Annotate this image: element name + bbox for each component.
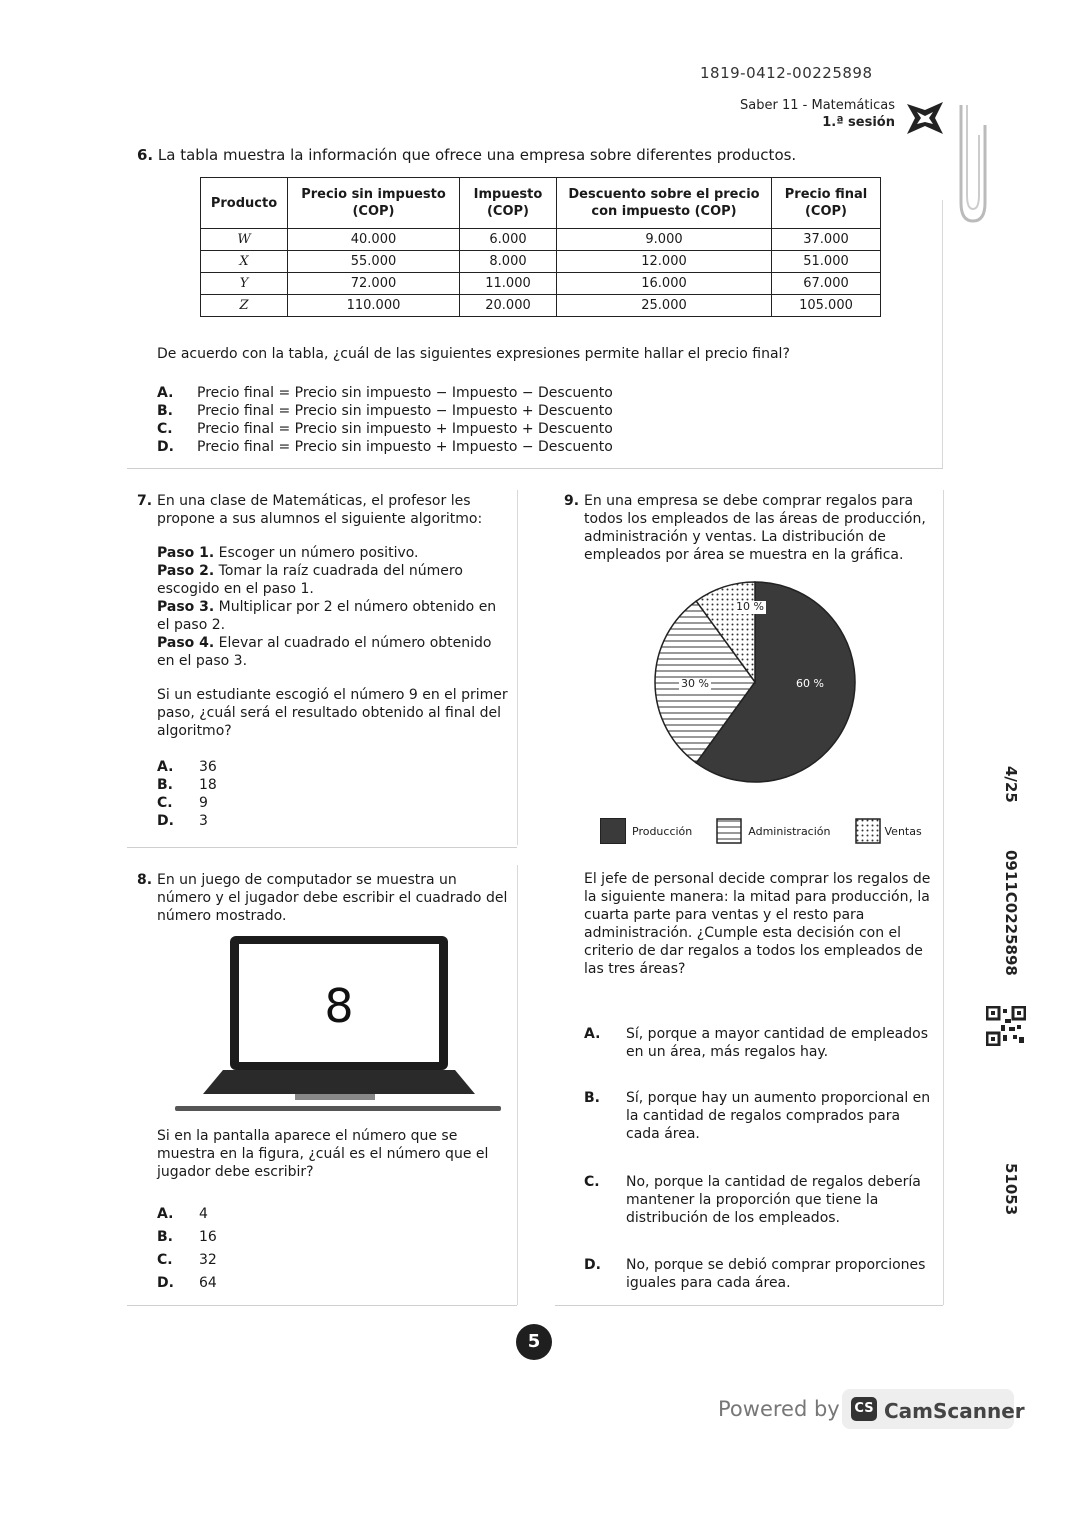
answer-option-d[interactable]: [584, 1256, 936, 1292]
answer-option-a[interactable]: [584, 1025, 936, 1061]
legend-label: Producción: [632, 824, 693, 838]
option-text: Sí, porque hay un aumento proporcional en la cantidad de regalos comprados para cada área.: [626, 1090, 931, 1142]
table-cell: 6.000: [460, 229, 557, 251]
option-text: Precio final = Precio sin impuesto + Impuesto + Descuento: [197, 421, 613, 437]
side-booklet-code: 0911C0225898: [1002, 850, 1020, 976]
option-text: 9: [199, 795, 208, 811]
exam-session: 1.ª sesión: [822, 115, 895, 130]
question-6-stem: De acuerdo con la tabla, ¿cuál de las siguientes expresiones permite hallar el precio final?: [157, 346, 790, 362]
answer-option-c[interactable]: [157, 420, 757, 438]
question-text: En una clase de Matemáticas, el profesor les propone a sus alumnos el siguiente algoritmo:: [157, 493, 483, 527]
camscanner-logo-icon: CS: [851, 1397, 877, 1421]
option-text: Precio final = Precio sin impuesto − Impuesto − Descuento: [197, 385, 613, 401]
legend-swatch-ventas: [855, 818, 881, 844]
pie-data-label: 30 %: [681, 677, 709, 690]
question-8-prompt: [137, 871, 509, 925]
option-text: 18: [199, 777, 217, 793]
option-text: 32: [199, 1252, 217, 1268]
column-header: Descuento sobre el precio con impuesto (COP): [557, 178, 772, 229]
legend-swatch-administracion: [716, 818, 742, 844]
option-letter: B.: [157, 777, 173, 793]
option-letter: B.: [584, 1090, 600, 1106]
algorithm-step: [157, 634, 509, 670]
algorithm-step: [157, 562, 509, 598]
table-cell: 67.000: [772, 273, 881, 295]
option-letter: B.: [157, 1229, 173, 1245]
icfes-logo-icon: [905, 100, 945, 136]
table-cell: Z: [201, 295, 288, 317]
question-6-prompt: [137, 146, 796, 164]
option-letter: C.: [584, 1174, 600, 1190]
option-text: 3: [199, 813, 208, 829]
side-number: 51053: [1002, 1163, 1020, 1216]
answer-option-c[interactable]: [157, 1249, 357, 1272]
table-cell: 8.000: [460, 251, 557, 273]
step-text: Escoger un número positivo.: [218, 545, 419, 561]
table-cell: X: [201, 251, 288, 273]
table-cell: 72.000: [288, 273, 460, 295]
option-text: Sí, porque a mayor cantidad de empleados en un área, más regalos hay.: [626, 1026, 929, 1060]
table-row: [201, 295, 881, 317]
option-text: 64: [199, 1275, 217, 1291]
table-cell: 12.000: [557, 251, 772, 273]
column-header: Precio sin impuesto (COP): [288, 178, 460, 229]
step-text: Elevar al cuadrado el número obtenido en el paso 3.: [157, 635, 492, 669]
option-letter: C.: [157, 421, 173, 437]
table-cell: Y: [201, 273, 288, 295]
answer-option-c[interactable]: [157, 794, 509, 812]
option-letter: A.: [584, 1026, 601, 1042]
question-7-stem: Si un estudiante escogió el número 9 en el primer paso, ¿cuál será el resultado obtenido al final del algoritmo?: [157, 687, 508, 739]
table-cell: 25.000: [557, 295, 772, 317]
table-cell: 16.000: [557, 273, 772, 295]
answer-option-a[interactable]: [157, 1203, 357, 1226]
employees-pie-chart: [640, 572, 870, 792]
option-text: 36: [199, 759, 217, 775]
pie-data-label: 10 %: [736, 600, 764, 613]
laptop-hinge: [295, 1094, 375, 1100]
question-number: 7.: [137, 493, 153, 509]
table-row: [201, 273, 881, 295]
question-8-stem: Si en la pantalla aparece el número que se muestra en la figura, ¿cuál es el número que el jugador debe escribir?: [157, 1128, 489, 1180]
question-8-options: [157, 1203, 357, 1295]
table-cell: 55.000: [288, 251, 460, 273]
step-label: Paso 1.: [157, 545, 215, 561]
paper-clip-icon: [955, 105, 989, 225]
step-text: Tomar la raíz cuadrada del número escogido en el paso 1.: [157, 563, 463, 597]
table-cell: 105.000: [772, 295, 881, 317]
table-cell: 37.000: [772, 229, 881, 251]
option-letter: D.: [157, 1275, 174, 1291]
table-cell: 110.000: [288, 295, 460, 317]
option-text: 4: [199, 1206, 208, 1222]
option-letter: B.: [157, 403, 173, 419]
legend-label: Ventas: [884, 824, 922, 838]
option-text: 16: [199, 1229, 217, 1245]
answer-option-a[interactable]: [157, 384, 757, 402]
question-text: La tabla muestra la información que ofrece una empresa sobre diferentes productos.: [157, 146, 797, 164]
column-header: Precio final (COP): [772, 178, 881, 229]
table-row: [201, 251, 881, 273]
step-label: Paso 3.: [157, 599, 215, 615]
question-text: En un juego de computador se muestra un número y el jugador debe escribir el cuadrado del número mostrado.: [157, 872, 508, 924]
question-9: [564, 492, 934, 564]
option-letter: D.: [584, 1257, 601, 1273]
question-7-options: [157, 758, 509, 830]
powered-by-text: Powered by: [718, 1397, 840, 1421]
option-text: No, porque la cantidad de regalos debería mantener la proporción que tiene la distribución de los empleados.: [626, 1174, 921, 1226]
laptop-screen-number: 8: [324, 979, 354, 1033]
option-text: Precio final = Precio sin impuesto + Impuesto − Descuento: [197, 439, 613, 455]
algorithm-step: [157, 544, 509, 562]
legend-label: Administración: [748, 824, 831, 838]
option-letter: A.: [157, 385, 174, 401]
step-text: Multiplicar por 2 el número obtenido en el paso 2.: [157, 599, 497, 633]
table-row: [201, 229, 881, 251]
algorithm-steps: [157, 544, 509, 670]
exam-header: [740, 97, 895, 131]
laptop-base: [175, 1106, 501, 1111]
question-7-prompt: [137, 492, 509, 528]
products-table: [200, 177, 881, 317]
question-9-stem: El jefe de personal decide comprar los regalos de la siguiente manera: la mitad para producción, la cuarta parte para ventas y el resto para administración. ¿Cumple esta decisión con el criterio de dar regalos a todos los empleados de las tres áreas?: [584, 871, 931, 977]
step-label: Paso 4.: [157, 635, 215, 651]
question-7: [137, 492, 509, 830]
table-cell: 9.000: [557, 229, 772, 251]
answer-option-b[interactable]: [157, 776, 509, 794]
answer-option-b[interactable]: [157, 1226, 357, 1249]
answer-option-a[interactable]: [157, 758, 509, 776]
table-cell: 20.000: [460, 295, 557, 317]
question-6-options: [157, 384, 757, 456]
camscanner-brand-name: CamScanner: [884, 1399, 1025, 1423]
document-code: 1819-0412-00225898: [700, 64, 873, 82]
qr-code-icon: [986, 1006, 1026, 1046]
legend-swatch-produccion: [600, 818, 626, 844]
table-cell: W: [201, 229, 288, 251]
answer-option-b[interactable]: [157, 402, 757, 420]
option-letter: C.: [157, 1252, 173, 1268]
algorithm-step: [157, 598, 509, 634]
table-header-row: [201, 178, 881, 229]
option-letter: D.: [157, 813, 174, 829]
exam-title: Saber 11 - Matemáticas: [740, 98, 895, 113]
answer-option-d[interactable]: [157, 812, 509, 830]
table-cell: 11.000: [460, 273, 557, 295]
table-cell: 51.000: [772, 251, 881, 273]
column-header: Producto: [201, 178, 288, 229]
pie-data-label: 60 %: [796, 677, 824, 690]
option-letter: A.: [157, 1206, 174, 1222]
page-number-badge: 5: [516, 1324, 552, 1360]
step-label: Paso 2.: [157, 563, 215, 579]
question-8: [137, 871, 509, 925]
option-letter: A.: [157, 759, 174, 775]
option-text: No, porque se debió comprar proporciones iguales para cada área.: [626, 1257, 926, 1291]
laptop-illustration: [175, 934, 501, 1116]
laptop-keyboard: [203, 1070, 475, 1094]
question-text: En una empresa se debe comprar regalos para todos los empleados de las áreas de producción, administración y ventas. La distribución de empleados por área se muestra en la gráfica.: [584, 493, 926, 563]
option-text: Precio final = Precio sin impuesto − Impuesto + Descuento: [197, 403, 613, 419]
question-9-prompt: [564, 492, 934, 564]
side-page-fraction: 4/25: [1002, 766, 1020, 803]
answer-option-d[interactable]: [157, 438, 757, 456]
option-letter: C.: [157, 795, 173, 811]
pie-legend: [600, 818, 930, 844]
question-number: 6.: [137, 146, 154, 164]
option-letter: D.: [157, 439, 174, 455]
table-cell: 40.000: [288, 229, 460, 251]
answer-option-d[interactable]: [157, 1272, 357, 1295]
question-number: 9.: [564, 493, 580, 509]
answer-option-c[interactable]: [584, 1173, 936, 1227]
answer-option-b[interactable]: [584, 1089, 936, 1143]
column-header: Impuesto (COP): [460, 178, 557, 229]
question-number: 8.: [137, 872, 153, 888]
